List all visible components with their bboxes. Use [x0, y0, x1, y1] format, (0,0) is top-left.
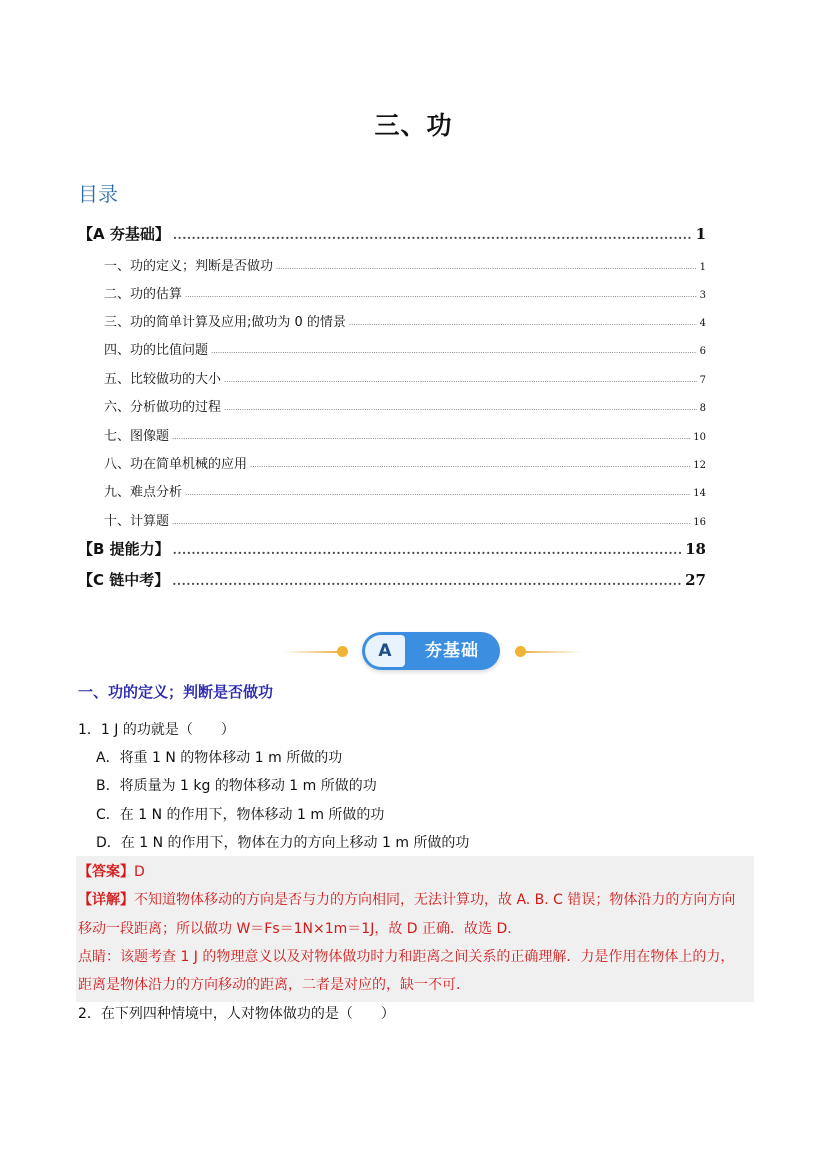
toc-item-page: 3	[699, 290, 706, 301]
toc-item[interactable]	[78, 425, 706, 444]
toc-leader-dots	[173, 228, 693, 242]
banner-letter: A	[365, 635, 405, 667]
toc-leader-dots	[211, 347, 697, 355]
toc-leader-dots	[185, 489, 690, 497]
toc-item-page: 4	[699, 318, 706, 329]
toc-item-label: 【B 提能力】	[78, 540, 170, 558]
toc-leader-dots	[172, 574, 682, 588]
toc-item-label: 九、难点分析	[104, 485, 183, 500]
toc-heading: 目录	[78, 182, 118, 206]
toc-leader-dots	[224, 376, 697, 384]
answer-tag: 【答案】	[78, 864, 134, 880]
question-1-option-a: A．将重 1 N 的物体移动 1 m 所做的功	[96, 750, 343, 766]
toc-item-label: 【C 链中考】	[78, 571, 170, 589]
toc-item[interactable]	[78, 569, 706, 590]
toc-item-page: 18	[685, 540, 706, 558]
detail-line-2: 移动一段距离；所以做功 W＝Fs＝1N×1m＝1J，故 D 正确．故选 D.	[78, 921, 512, 937]
toc-item-label: 四、功的比值问题	[104, 343, 209, 358]
toc-item-label: 二、功的估算	[104, 287, 183, 302]
toc-item[interactable]	[78, 453, 706, 472]
toc-leader-dots	[276, 263, 697, 271]
toc-item-label: 六、分析做功的过程	[104, 400, 222, 415]
detail-text-1: 不知道物体移动的方向是否与力的方向相同，无法计算功，故 A. B. C 错误；物体沿力的方向方向	[134, 892, 736, 908]
toc-item[interactable]	[78, 283, 706, 302]
banner-line-left	[283, 651, 339, 653]
toc-item[interactable]	[78, 368, 706, 387]
toc-leader-dots	[185, 291, 697, 299]
note-line-1: 点睛：该题考查 1 J 的物理意义以及对物体做功时力和距离之间关系的正确理解．力是作用在物体上的力，	[78, 949, 735, 965]
section-banner	[283, 632, 583, 670]
toc-leader-dots	[172, 518, 690, 526]
page-title: 三、功	[374, 111, 453, 140]
question-1-option-d: D．在 1 N 的作用下，物体在力的方向上移动 1 m 所做的功	[96, 835, 470, 851]
banner-text: 夯基础	[425, 641, 479, 661]
question-2-stem: 2．在下列四种情境中，人对物体做功的是（ ）	[78, 1006, 395, 1022]
banner-line-right	[521, 651, 583, 653]
toc-item[interactable]	[78, 396, 706, 415]
toc-item[interactable]	[78, 481, 706, 500]
banner-pill	[362, 632, 500, 670]
toc-item-page: 1	[695, 225, 706, 243]
toc-item-label: 五、比较做功的大小	[104, 372, 222, 387]
toc-leader-dots	[173, 543, 682, 557]
answer-line	[78, 861, 145, 881]
answer-value: D	[134, 864, 145, 880]
toc-item-label: 三、功的简单计算及应用;做功为 0 的情景	[104, 315, 346, 330]
toc-item[interactable]	[78, 339, 706, 358]
toc-item-label: 八、功在简单机械的应用	[104, 457, 248, 472]
toc-item-page: 10	[693, 432, 706, 443]
toc-leader-dots	[349, 319, 697, 327]
toc-item[interactable]	[78, 311, 706, 330]
toc-item[interactable]	[78, 538, 706, 559]
toc-item[interactable]	[78, 255, 706, 274]
toc-item-page: 14	[693, 488, 706, 499]
question-1-option-b: B．将质量为 1 kg 的物体移动 1 m 所做的功	[96, 778, 377, 794]
section-title: 一、功的定义；判断是否做功	[78, 683, 274, 701]
toc-item-page: 12	[693, 460, 706, 471]
toc-leader-dots	[224, 404, 697, 412]
toc-item-page: 27	[685, 571, 706, 589]
toc-item-label: 十、计算题	[104, 514, 170, 529]
toc-item-label: 七、图像题	[104, 429, 170, 444]
note-line-2: 距离是物体沿力的方向移动的距离，二者是对应的，缺一不可．	[78, 977, 470, 993]
toc-item[interactable]	[78, 223, 706, 244]
toc-leader-dots	[172, 433, 690, 441]
toc-item-page: 16	[693, 517, 706, 528]
detail-tag: 【详解】	[78, 892, 134, 908]
toc-item-page: 7	[699, 375, 706, 386]
toc-item-label: 【A 夯基础】	[78, 225, 170, 243]
question-1-option-c: C．在 1 N 的作用下，物体移动 1 m 所做的功	[96, 807, 385, 823]
toc-item[interactable]	[78, 510, 706, 529]
banner-dot-left	[337, 646, 348, 657]
toc-item-page: 1	[699, 262, 706, 273]
toc-item-page: 8	[699, 403, 706, 414]
toc-leader-dots	[250, 461, 690, 469]
toc-item-label: 一、功的定义；判断是否做功	[104, 259, 274, 274]
detail-line-1	[78, 889, 735, 909]
question-1-stem: 1．1 J 的功就是（ ）	[78, 722, 235, 738]
toc-item-page: 6	[699, 346, 706, 357]
